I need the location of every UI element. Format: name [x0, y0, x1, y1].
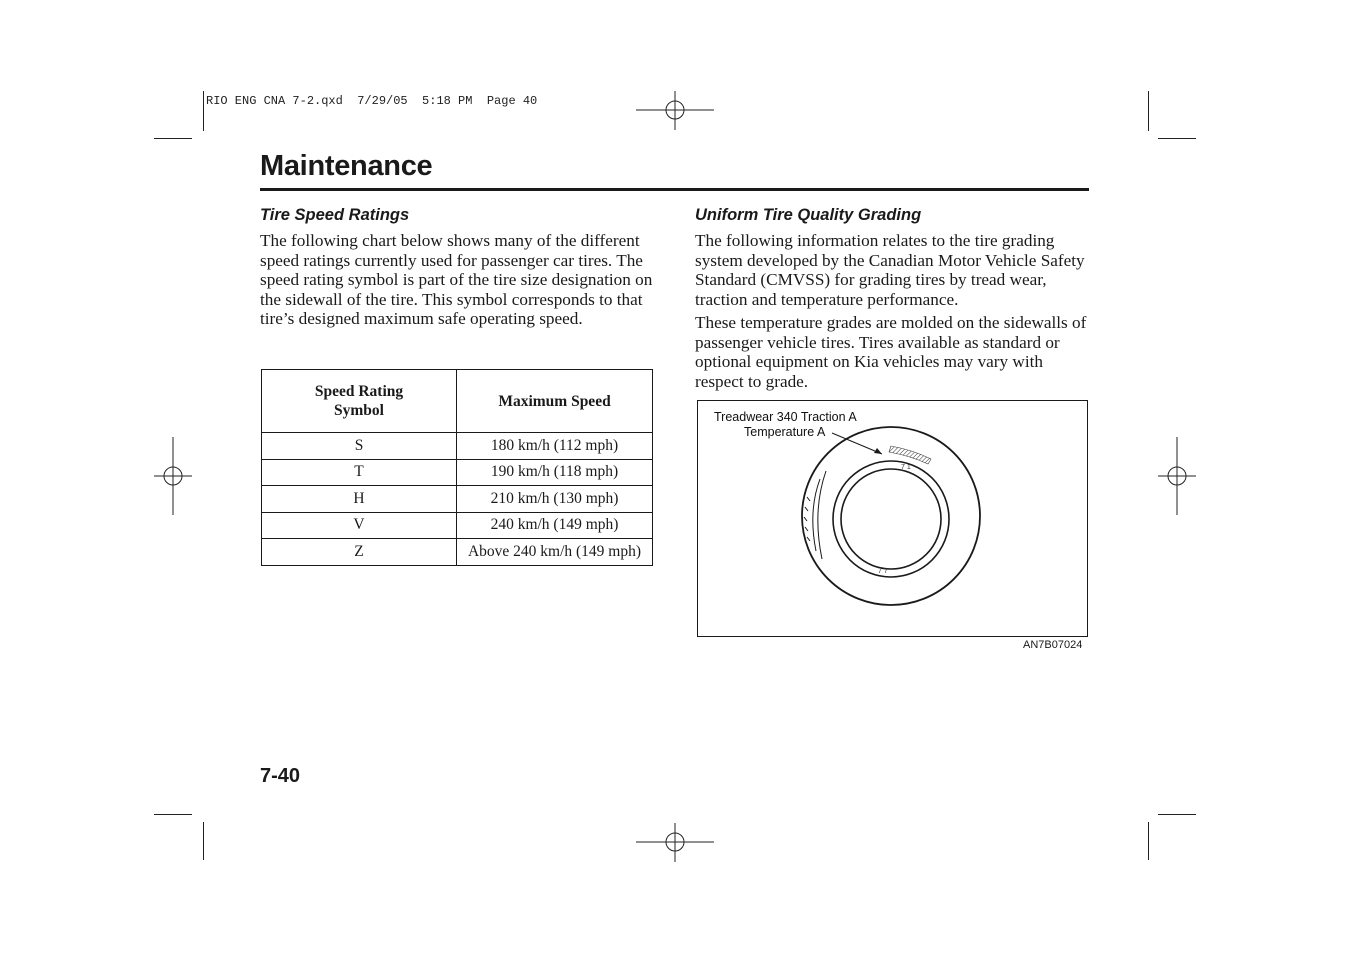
rating-speed: 190 km/h (118 mph) — [457, 459, 653, 486]
tire-outer — [802, 427, 980, 605]
tire-rim-inner — [841, 469, 941, 569]
registration-mark-top — [636, 91, 714, 130]
callout-arrowhead — [874, 448, 882, 454]
print-slug: RIO ENG CNA 7-2.qxd 7/29/05 5:18 PM Page 40 — [206, 94, 538, 108]
sidewall-tick-text: 7 1 — [901, 464, 911, 471]
figure-code: AN7B07024 — [1023, 639, 1083, 651]
grading-paragraph-2: These temperature grades are molded on the sidewalls of passenger vehicle tires. Tires available as standard or optional equipment on Kia vehicles may vary with respect to grade. — [695, 313, 1087, 391]
section-heading-tire-speed-ratings: Tire Speed Ratings — [260, 206, 410, 224]
rating-speed: Above 240 km/h (149 mph) — [457, 539, 653, 566]
title-rule — [260, 188, 1089, 191]
rating-symbol: H — [262, 486, 457, 513]
rating-symbol: V — [262, 512, 457, 539]
table-row — [262, 459, 653, 486]
rating-symbol: T — [262, 459, 457, 486]
registration-mark-right — [1158, 437, 1196, 515]
table-header-symbol — [262, 370, 457, 433]
rating-symbol: S — [262, 433, 457, 460]
tire-speed-paragraph: The following chart below shows many of the different speed ratings currently used for passenger car tires. The speed rating symbol is part of the tire size designation on the sidewall of the tire. This symbol corresponds to that tire’s designed maximum safe operating speed. — [260, 231, 653, 328]
sidewall-tick-text: 7 7 — [878, 568, 888, 575]
table-row — [262, 486, 653, 513]
registration-mark-left — [154, 437, 192, 515]
table-row — [262, 433, 653, 460]
figure-label-temperature: Temperature A — [744, 425, 826, 439]
tire-grading-figure — [697, 400, 1088, 637]
table-row — [262, 539, 653, 566]
rating-symbol: Z — [262, 539, 457, 566]
figure-label-treadwear: Treadwear 340 Traction A — [714, 410, 857, 424]
tire-illustration — [698, 401, 1087, 636]
rating-speed: 240 km/h (149 mph) — [457, 512, 653, 539]
page-title: Maintenance — [260, 150, 433, 182]
page-number: 7-40 — [260, 765, 301, 787]
table-header-row — [262, 370, 653, 433]
table-header-max-speed: Maximum Speed — [457, 370, 653, 433]
header-symbol-line2: Symbol — [334, 402, 384, 419]
header-symbol-line1: Speed Rating — [314, 383, 404, 400]
section-heading-uniform-tire-quality: Uniform Tire Quality Grading — [695, 206, 922, 224]
registration-mark-bottom — [636, 823, 714, 862]
speed-rating-table — [261, 369, 653, 566]
rating-speed: 180 km/h (112 mph) — [457, 433, 653, 460]
table-row — [262, 512, 653, 539]
grading-paragraph-1: The following information relates to the tire grading system developed by the Canadian Motor Vehicle Safety Standard (CMVSS) for grading tires by tread wear, traction and temperature performance. — [695, 231, 1085, 309]
tire-rim-outer — [833, 461, 949, 577]
rating-speed: 210 km/h (130 mph) — [457, 486, 653, 513]
